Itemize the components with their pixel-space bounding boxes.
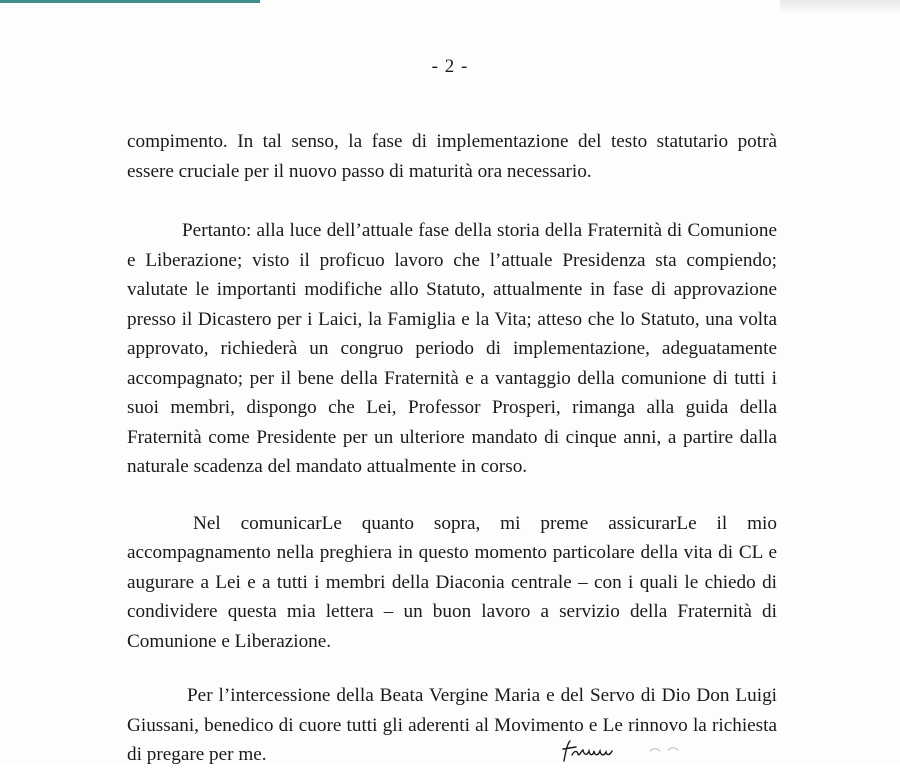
handwritten-signature (560, 737, 710, 764)
paragraph-1: compimento. In tal senso, la fase di implementazione del testo statutario potrà essere cruciale per il nuovo passo di maturità ora necessario. (127, 131, 777, 182)
scan-smudge (780, 0, 900, 14)
signature-icon (560, 737, 710, 764)
letter-body (127, 127, 777, 770)
page-number: - 2 - (431, 56, 469, 77)
paragraph-4: Per l’intercessione della Beata Vergine Maria e del Servo di Dio Don Luigi Giussani, benedico di cuore tutti gli aderenti al Movimento e Le rinnovo la richiesta di pregare per me. (127, 685, 777, 765)
paragraph-2: Pertanto: alla luce dell’attuale fase della storia della Fraternità di Comunione e Liberazione; visto il proficuo lavoro che l’attuale Presidenza sta compiendo; valutate le importanti modifiche allo Statuto, attualmente in fase di approvazione presso il Dicastero per i Laici, la Famiglia e la Vita; atteso che lo Statuto, una volta approvato, richiederà un congruo periodo di implementazione, adeguatamente accompagnato; per il bene della Fraternità e a vantaggio della comunione di tutti i suoi membri, dispongo che Lei, Professor Prosperi, rimanga alla guida della Fraternità come Presidente per un ulteriore mandato di cinque anni, a partire dalla naturale scadenza del mandato attualmente in corso. (127, 220, 777, 477)
paragraph-3: Nel comunicarLe quanto sopra, mi preme assicurarLe il mio accompagnamento nella preghiera in questo momento particolare della vita di CL e augurare a Lei e a tutti i membri della Diaconia centrale – con i quali le chiedo di condividere questa mia lettera – un buon lavoro a servizio della Fraternità di Comunione e Liberazione. (127, 512, 777, 652)
scan-edge-mark (0, 0, 260, 3)
